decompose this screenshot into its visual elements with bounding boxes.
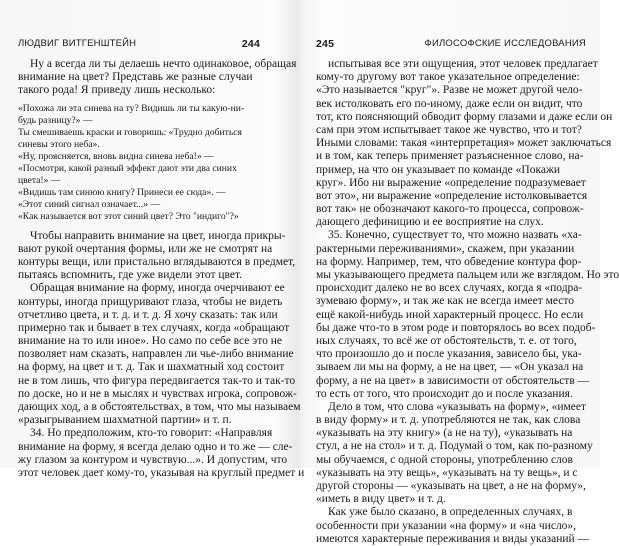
text-line: отчетливо цвета, и т. д. и т. д. Я хочу сказать: так или <box>18 308 278 321</box>
paragraph <box>18 282 301 427</box>
text-line: пример, на что он указывает по команде «Покажи <box>316 163 561 176</box>
text-line: внимание на то или иное». Но само по себе все это не <box>18 335 282 348</box>
paragraph <box>316 229 619 400</box>
text-line: по доске, но и не в мыслях и чувствах игрока, сопровож- <box>18 387 297 400</box>
spacer <box>18 223 280 230</box>
text-line: ещё какой-нибудь иной характерный процесс. Но если <box>316 308 584 321</box>
text-line: форму, а не на цвет» в зависимости от обстоятельств — <box>316 374 590 387</box>
text-line: пытаясь вспомнить, где уже видели этот цвет. <box>18 269 243 282</box>
text-line: будь разницу?» — <box>18 114 93 126</box>
text-line: синевы этого неба». <box>18 138 100 150</box>
text-line: «иметь в виду цвет» и т. д. <box>316 493 446 506</box>
text-line: вот так» не обозначают какого-то процесса, сопровож- <box>316 203 584 216</box>
text-line: 34. Но предположим, кто-то говорит: «Направляя <box>30 427 273 440</box>
text-line: Ну а всегда ли ты делаешь нечто одинаковое, обращая <box>30 58 297 70</box>
page-number-left: 244 <box>241 38 260 50</box>
text-line: «указывать на эту вещь», «указывать на ту вещь», и с <box>316 466 578 479</box>
running-head-left <box>18 38 280 52</box>
text-line: дающего дефиницию и ее восприятие на слух. <box>316 216 544 229</box>
text-line: мы указывающего предмета пальцем или же взглядом. Но это <box>316 269 619 281</box>
text-line: не в том лишь, что фигура передвигается так-то и так-то <box>18 374 296 387</box>
running-head-right <box>316 38 586 52</box>
text-line: кому-то другому вот такое указательное определение: <box>316 71 580 84</box>
page-number-right: 245 <box>316 38 335 50</box>
text-line: «Видишь там синюю книгу? Принеси ее сюда». — <box>18 186 226 198</box>
text-line: жу глазом за контуром и чувствую...». И допустим, что <box>18 453 288 466</box>
text-line: что произошло до и после указания, зависело бы, ука- <box>316 348 582 361</box>
text-line: Ты смешиваешь краски и говоришь: «Трудно добиться <box>18 126 242 138</box>
text-line: Дело в том, что слова «указывать на форму», «имеет <box>328 400 586 413</box>
text-line: на форму. Например, тем, что обведение контура фор- <box>316 255 582 268</box>
paragraph <box>18 58 297 98</box>
text-line: цвета!» — <box>18 174 61 186</box>
text-line: испытывая все эти ощущения, этот человек предлагает <box>328 58 598 70</box>
paragraph <box>316 506 590 546</box>
text-line: внимание на цвет? Представь же разные случаи <box>18 71 253 84</box>
text-line: ных случаях, то всё же от обстоятельств, т. е. от того, <box>316 334 577 347</box>
text-line: круг». Ибо ни выражение «определение подразумевает <box>316 176 586 189</box>
text-line: контуры вещи, или пристально вглядываются в предмет, <box>18 255 296 268</box>
text-line: дающих ход, а в обстоятельствах, в том, что мы называем <box>18 401 301 413</box>
text-line: вот это», ни выражение «определение истолковывается <box>316 189 588 202</box>
left-page <box>18 0 305 479</box>
quoted-dialogue <box>18 103 280 223</box>
book-title: ФИЛОСОФСКИЕ ИССЛЕДОВАНИЯ <box>424 38 586 49</box>
text-line: тот, кто поясняющий обводит форму глазами и даже если он <box>316 110 613 123</box>
author-name: ЛЮДВИГ ВИТГЕНШТЕЙН <box>18 38 137 49</box>
text-line: стул, а не на стол» и т. д. Подумай о том, как по-разному <box>316 440 593 453</box>
text-line: позволяет нам сказать, направлен ли чье-либо внимание <box>18 348 294 361</box>
text-line: имеются характерные переживания и виды указаний — <box>316 532 590 545</box>
text-line: и в том, как теперь применяет разъясненное слово, на- <box>316 150 584 163</box>
paragraph <box>18 427 305 480</box>
text-line: примерно так и бывает в тех случаях, когда «обращают <box>18 321 290 334</box>
text-line: бы даже что-то в этом роде и повторялось во всех подоб- <box>316 321 596 334</box>
text-line: контуры, иногда прищуривают глаза, чтобы не видеть <box>18 295 283 308</box>
text-line: Чтобы направить внимание на цвет, иногда прикры- <box>30 229 286 242</box>
text-line: Иными словами: такая «интерпретация» может заключаться <box>316 137 612 150</box>
text-line: зумеваю форму», и так же как не всегда имеет место <box>316 295 574 308</box>
text-line: рактерными переживаниями», скажем, при указании <box>316 242 575 255</box>
right-page-text <box>316 58 619 546</box>
text-line: «Ну, проясняется, вновь видна синева неба!» — <box>18 150 214 162</box>
paragraph <box>316 58 613 229</box>
text-line: в виду форму» и т. д. употребляются не так, как слова <box>316 414 581 427</box>
right-page <box>316 0 619 545</box>
text-line: вают рукой очертания формы, или же не смотрят на <box>18 242 273 255</box>
text-line: зываем ли мы на форму, а не на цвет, — «Он указал на <box>316 361 584 374</box>
text-line: происходит далеко не во всех случаях, когда я «подра- <box>316 282 583 295</box>
text-line: «Как называется вот этот синий цвет? Это "индиго"?» <box>18 210 239 222</box>
text-line: особенности при указании «на форму» и «на число», <box>316 519 577 532</box>
text-line: то есть от того, что происходит до и после указания. <box>316 387 573 400</box>
text-line: «разыгрыванием шахматной партии» и т. п. <box>18 414 232 427</box>
text-line: «указывать на эту книгу» (а не на ту), «указывать на <box>316 427 573 440</box>
paragraph <box>316 400 593 507</box>
left-page-text <box>18 58 305 480</box>
text-line: этот человек дает кому-то, указывая на круглый предмет и <box>18 466 305 479</box>
text-line: «Посмотри, какой разный эффект дают эти два синих <box>18 162 237 174</box>
text-line: Обращая внимание на форму, иногда очерчивают ее <box>30 282 285 295</box>
text-line: внимание на форму, я всегда делаю одно и то же — сле- <box>18 440 293 453</box>
text-line: на форму, на цвет и т. д. Так и шахматный ход состоит <box>18 361 285 374</box>
text-line: мы обучаемся, с одной стороны, употреблению слов <box>316 453 573 466</box>
text-line: сам при этом испытывает такое же чувство, что и тот? <box>316 123 582 136</box>
text-line: 35. Конечно, существует то, что можно назвать «ха- <box>328 229 582 242</box>
text-line: «Этот синий сигнал означает...» — <box>18 198 161 210</box>
text-line: «Это называется "круг"». Разве не может другой чело- <box>316 84 583 97</box>
paragraph <box>18 229 296 283</box>
text-line: другой стороны — «указывать на цвет, а не на форму», <box>316 480 586 492</box>
text-line: век истолковать его по-иному, даже если он видит, что <box>316 97 583 110</box>
text-line: «Похожа ли эта синева на ту? Видишь ли ты какую-ни- <box>18 102 245 114</box>
text-line: такого рода! Я приведу лишь несколько: <box>18 84 216 97</box>
text-line: Как уже было сказано, в определенных случаях, в <box>328 506 573 519</box>
